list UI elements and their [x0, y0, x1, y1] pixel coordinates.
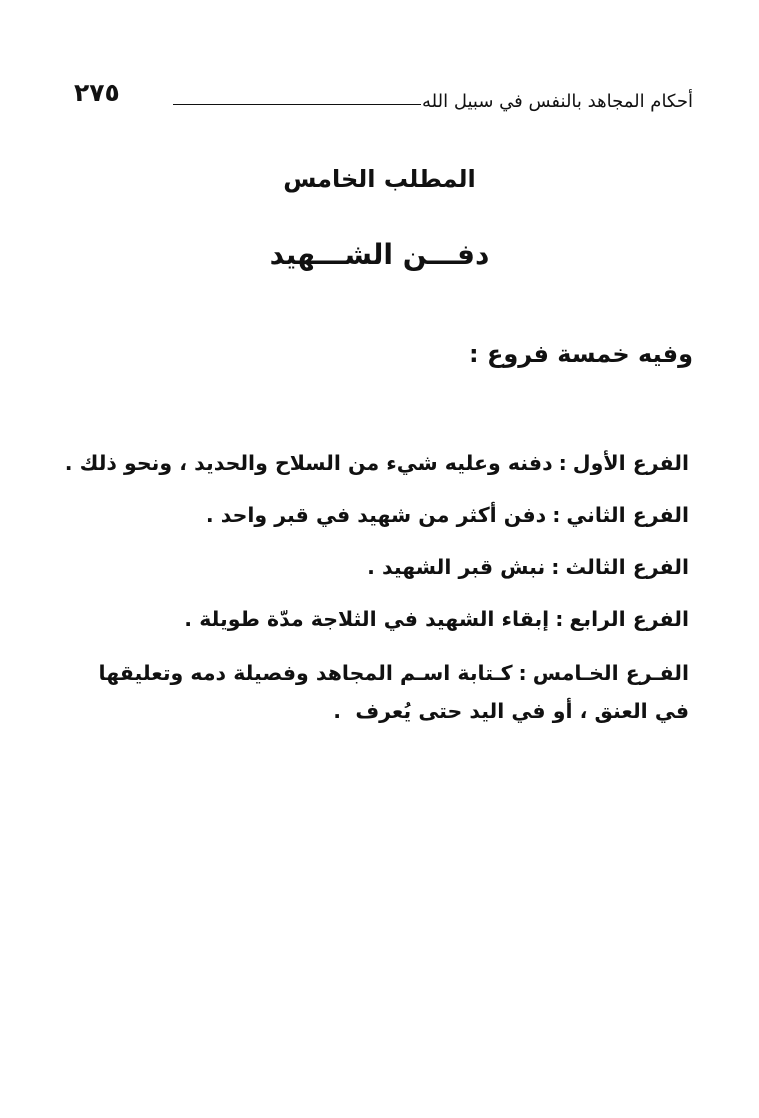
- branch-separator: :: [551, 555, 560, 579]
- running-header-title: أحكام المجاهد بالنفس في سبيل الله: [422, 91, 693, 112]
- branch-separator: :: [558, 451, 567, 475]
- page-number: ٢٧٥: [74, 78, 120, 107]
- branch-separator: :: [518, 661, 527, 685]
- branch-item-1: [64, 446, 689, 480]
- branch-text: إبقاء الشهيد في الثلاجة مدّة طويلة .: [184, 607, 550, 631]
- header-rule: [173, 104, 421, 105]
- section-title: المطلب الخامس: [283, 165, 476, 193]
- branch-list: [64, 446, 689, 748]
- section-subtitle: دفـــن الشـــهيد: [269, 238, 490, 271]
- branch-item-2: [64, 498, 689, 532]
- branch-text: كـتابة اسـم المجاهد وفصيلة دمه وتعليقها في العنق ، أو في اليد حتى يُعرف .: [91, 661, 689, 723]
- branch-label: الفرع الرابع: [569, 607, 689, 631]
- branch-text: نبش قبر الشهيد .: [367, 555, 546, 579]
- branch-text: دفن أكثر من شهيد في قبر واحد .: [205, 503, 547, 527]
- branch-label: الفرع الثاني: [566, 503, 689, 527]
- branch-text: دفنه وعليه شيء من السلاح والحديد ، ونحو ذلك .: [64, 451, 553, 475]
- branch-separator: :: [552, 503, 561, 527]
- branch-label: الفرع الثالث: [565, 555, 689, 579]
- branch-item-4: [64, 602, 689, 636]
- branch-label: الفرع الأول: [572, 451, 689, 475]
- branch-item-3: [64, 550, 689, 584]
- branch-item-5: [64, 654, 689, 730]
- branch-label: الفـرع الخـامس: [532, 661, 689, 685]
- branch-separator: :: [555, 607, 564, 631]
- intro-text: وفيه خمسة فروع :: [469, 340, 693, 368]
